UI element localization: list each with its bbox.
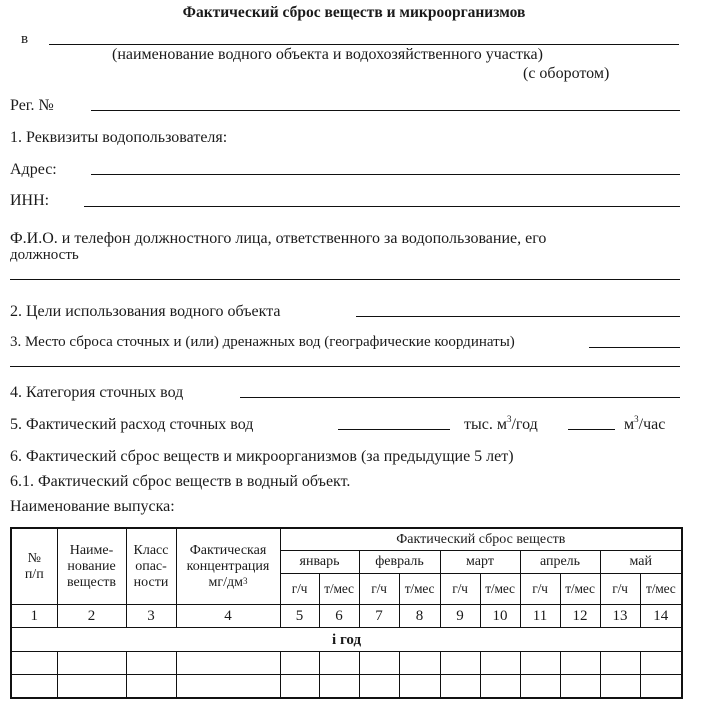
table-cell[interactable] — [600, 675, 640, 699]
turnover-caption: (с оборотом) — [523, 65, 610, 82]
inn-label: ИНН: — [10, 192, 50, 209]
table-cell[interactable] — [520, 652, 560, 675]
table-cell[interactable] — [11, 675, 57, 699]
column-number: 8 — [399, 605, 440, 628]
discharge-table — [10, 527, 683, 699]
header-month-may: май — [600, 551, 682, 574]
header-number-line1: № — [27, 550, 41, 566]
table-cell[interactable] — [640, 675, 682, 699]
table-cell[interactable] — [480, 652, 520, 675]
column-number: 5 — [280, 605, 319, 628]
header-unit-gh: г/ч — [280, 574, 319, 605]
reg-no-field[interactable] — [91, 110, 680, 111]
table-cell[interactable] — [399, 652, 440, 675]
table-cell[interactable] — [57, 675, 126, 699]
section61-label: 6.1. Фактический сброс веществ в водный объект. — [10, 473, 351, 490]
water-object-field[interactable] — [49, 44, 679, 45]
wastewater-category-field[interactable] — [240, 397, 680, 398]
flow-year-field[interactable] — [338, 429, 450, 430]
official-field[interactable] — [10, 279, 680, 280]
table-cell[interactable] — [640, 652, 682, 675]
column-number: 11 — [520, 605, 560, 628]
unit-suffix: /час — [638, 416, 666, 433]
column-number: 12 — [560, 605, 600, 628]
header-unit-tmes: т/мес — [319, 574, 359, 605]
header-unit-tmes: т/мес — [560, 574, 600, 605]
header-line: Наиме- — [69, 542, 114, 558]
outlet-name-label: Наименование выпуска: — [10, 498, 175, 515]
table-cell[interactable] — [11, 652, 57, 675]
header-unit-gh: г/ч — [600, 574, 640, 605]
header-line: концентрация — [186, 558, 270, 574]
column-number: 1 — [11, 605, 57, 628]
unit-sup: 3 — [506, 414, 512, 424]
official-label-line1: Ф.И.О. и телефон должностного лица, ответственного за водопользование, его — [10, 230, 547, 247]
flow-hour-field[interactable] — [568, 429, 615, 430]
header-line: веществ — [66, 574, 117, 590]
column-number: 14 — [640, 605, 682, 628]
unit-text: м — [624, 416, 635, 433]
header-number-line2: п/п — [24, 566, 44, 582]
header-line: Класс — [133, 542, 169, 558]
section4-label: 4. Категория сточных вод — [10, 384, 184, 401]
unit-m3-hour — [624, 416, 665, 434]
unit-sup: 3 — [634, 414, 639, 424]
column-number: 13 — [600, 605, 640, 628]
header-unit-tmes: т/мес — [640, 574, 682, 605]
year-row-label: i год — [11, 628, 682, 652]
table-cell[interactable] — [359, 652, 399, 675]
table-cell[interactable] — [126, 652, 176, 675]
table-cell[interactable] — [520, 675, 560, 699]
header-month-january: январь — [280, 551, 359, 574]
header-substance-name — [57, 528, 126, 605]
unit-text: мг/дм — [208, 574, 243, 590]
header-unit-gh: г/ч — [520, 574, 560, 605]
inn-field[interactable] — [84, 206, 680, 207]
column-number: 9 — [440, 605, 480, 628]
column-number: 6 — [319, 605, 359, 628]
table-cell[interactable] — [399, 675, 440, 699]
table-cell[interactable] — [280, 652, 319, 675]
address-field[interactable] — [91, 174, 680, 175]
table-cell[interactable] — [280, 675, 319, 699]
table-cell[interactable] — [57, 652, 126, 675]
discharge-location-field[interactable] — [589, 347, 680, 348]
purpose-field[interactable] — [356, 316, 680, 317]
header-month-march: март — [440, 551, 520, 574]
header-unit-tmes: т/мес — [480, 574, 520, 605]
section1-label: 1. Реквизиты водопользователя: — [10, 129, 228, 146]
address-label: Адрес: — [10, 161, 57, 178]
section2-label: 2. Цели использования водного объекта — [10, 303, 281, 320]
column-number-row — [11, 605, 682, 628]
unit-text: тыс. м — [464, 416, 507, 433]
table-cell[interactable] — [440, 675, 480, 699]
section3-label: 3. Место сброса сточных и (или) дренажных вод (географические координаты) — [10, 334, 515, 350]
table-cell[interactable] — [319, 652, 359, 675]
header-month-february: февраль — [359, 551, 440, 574]
table-cell[interactable] — [319, 675, 359, 699]
header-hazard-class — [126, 528, 176, 605]
header-number — [11, 528, 57, 605]
section6-label: 6. Фактический сброс веществ и микроорганизмов (за предыдущие 5 лет) — [10, 448, 514, 465]
column-number: 7 — [359, 605, 399, 628]
unit-sup: 3 — [242, 575, 248, 586]
column-number: 10 — [480, 605, 520, 628]
header-line: нование — [67, 558, 116, 574]
section5-label: 5. Фактический расход сточных вод — [10, 416, 254, 433]
header-actual-discharge: Фактический сброс веществ — [280, 528, 682, 551]
header-month-april: апрель — [520, 551, 600, 574]
header-concentration — [176, 528, 280, 605]
table-row — [11, 652, 682, 675]
unit-suffix: /год — [511, 416, 538, 433]
column-number: 4 — [176, 605, 280, 628]
table-row — [11, 675, 682, 699]
year-row — [11, 628, 682, 652]
column-number: 3 — [126, 605, 176, 628]
table-cell[interactable] — [560, 652, 600, 675]
table-cell[interactable] — [176, 675, 280, 699]
header-line: Фактическая — [189, 542, 267, 558]
header-line: опас- — [135, 558, 167, 574]
prefix-v: в — [21, 31, 29, 47]
table-cell[interactable] — [176, 652, 280, 675]
water-object-caption: (наименование водного объекта и водохозяйственного участка) — [112, 46, 543, 63]
document-title: Фактический сброс веществ и микроорганизмов — [182, 4, 526, 21]
table-cell[interactable] — [560, 675, 600, 699]
header-unit-tmes: т/мес — [399, 574, 440, 605]
table-cell[interactable] — [480, 675, 520, 699]
header-line: ности — [133, 574, 169, 590]
official-label-line2: должность — [10, 247, 79, 263]
table-cell[interactable] — [440, 652, 480, 675]
header-line — [177, 575, 280, 591]
table-cell[interactable] — [600, 652, 640, 675]
column-number: 2 — [57, 605, 126, 628]
table-cell[interactable] — [359, 675, 399, 699]
reg-no-label: Рег. № — [10, 97, 54, 114]
table-cell[interactable] — [126, 675, 176, 699]
discharge-location-field-2[interactable] — [10, 366, 680, 367]
unit-thousand-m3-year — [464, 416, 538, 434]
header-unit-gh: г/ч — [359, 574, 399, 605]
header-unit-gh: г/ч — [440, 574, 480, 605]
